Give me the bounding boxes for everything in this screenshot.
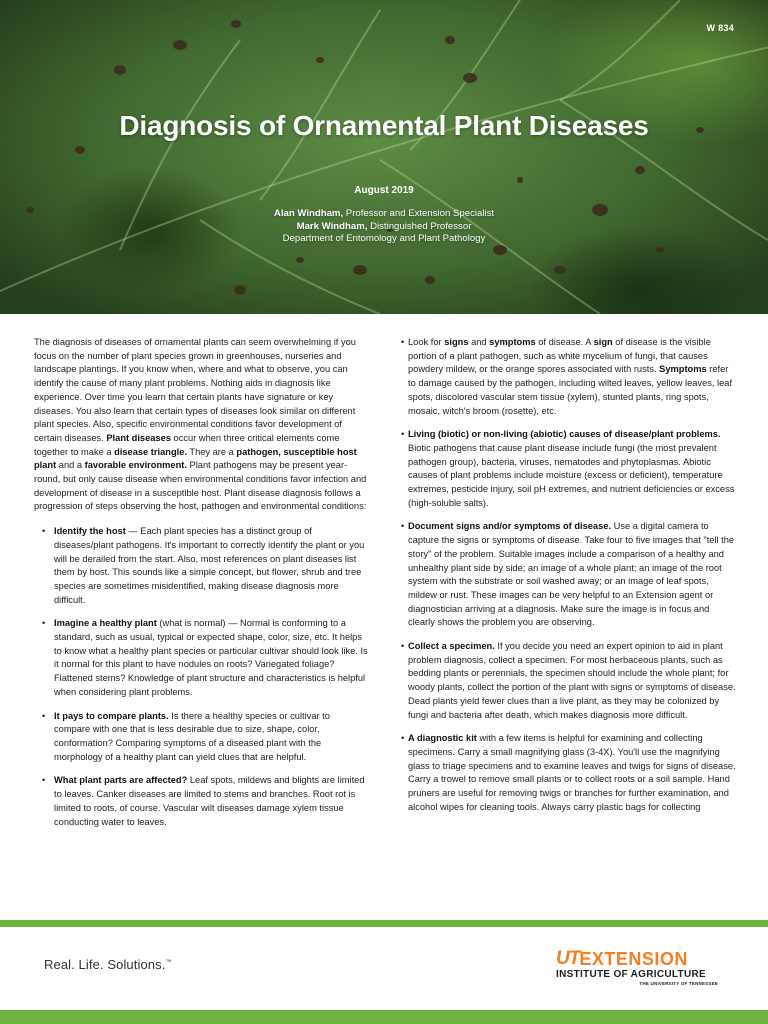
bullet-text: — Each plant species has a distinct group of diseases/plant pathogens. It's important to correctly identify the plant or you will be derailed from the start. Also, most references on plant diseases list them by host. This sounds like a simple concept, but flower, shrub and tree species are sometimes misidentified, making disease diagnosis more difficult. [54, 526, 365, 605]
left-column [34, 336, 368, 839]
logo-extension: EXTENSION [579, 949, 688, 969]
bullet-text: Leaf spots, mildews and blights are limited to leaves. Canker diseases are limited to stems and branches. Root rot is limited to roots, of course. Vascular wilt diseases damage xylem tissue conducting water to leaves. [54, 775, 365, 827]
author-line-2 [0, 221, 768, 234]
bold-text: sign [593, 337, 613, 347]
bullet-text: Is there a healthy species or cultivar to compare with one that is less desirable due to size, shape, color, conformation? Comparing symptoms of a diseased plant with the morphology of a healthy plant can yield clues that are helpful. [54, 710, 330, 762]
bold-text: Plant diseases [106, 432, 171, 443]
body-text: Look for [408, 337, 445, 347]
body-text: Use a digital camera to capture the signs or symptoms of disease. Take four to five images that "tell the story" of the problem. Suitable images include a comparison of a healthy and unhealthy plant side by side; an image of a whole plant; an image of the root system with the substrate or soil washed away; or an image of leaf spots, mildew or rust. These images can be very helpful to an Extension agent or diagnostician arriving at a diagnosis. Make sure the image is in focus and clearly shows the problem you are observing. [408, 521, 735, 628]
bullet-item [402, 640, 736, 722]
bullet-item [402, 428, 736, 510]
publication-code: W 834 [706, 23, 734, 33]
body-text: They are a [186, 446, 237, 457]
author2-role: Distinguished Professor [367, 220, 472, 232]
bold-text: signs [444, 337, 469, 347]
body-text: If you decide you need an expert opinion to aid in plant problem diagnosis, collect a specimen. For most herbaceous plants, such as bedding plants or perennials, the specimen should include the whole plant; for woody plants, collect the portion of the plant with signs or symptoms of disease. Dead plants yield fewer clues than a live plant, as they may be colonized by fungi and bacteria after death, which makes diagnosis more difficult. [408, 641, 736, 720]
leaf-illustration [0, 0, 768, 314]
tagline [44, 957, 172, 972]
bold-text: favorable environment. [84, 460, 187, 471]
author1-name: Alan Windham, [273, 208, 344, 219]
author1-role: Professor and Extension Specialist [343, 208, 495, 219]
bullet-item [42, 525, 368, 607]
logo-wordmark [556, 949, 688, 969]
bold-text: Collect a specimen. [408, 641, 495, 652]
bold-text: Symptoms [659, 364, 707, 375]
bullet-item [402, 520, 736, 630]
body-text: of disease is the visible portion of a plant pathogen, such as white mycelium of fungi, that causes powdery mildew, or the orange spores associated with rusts. [408, 337, 711, 375]
body-text: and [468, 337, 490, 347]
body-text: occur when three critical elements come together to make a [34, 432, 340, 457]
tagline-text: Real. Life. Solutions. [44, 957, 166, 972]
body-text: of disease. A [535, 337, 594, 347]
bold-text: A diagnostic kit [408, 733, 477, 744]
body-text: The diagnosis of diseases of ornamental plants can seem overwhelming if you focus on the number of plant species grown in greenhouses, nurseries and landscape plantings. If you know when, where and what to observe, you can identify the cause of many plant problems. Nothing aids in diagnosis like experience. Over time you learn that certain plants have signature or key diseases. You also learn that certain types of diseases look similar on different plant species. Also, specific environmental conditions favor development of certain diseases. [34, 337, 356, 443]
bullet-text: (what is normal) — Normal is conforming to a standard, such as usual, typical or expected shape, color, size, etc. It helps to know what a healthy plant species or particular cultivar should look like. Is it normal for this plant to have nodules on roots? Variegated foliage? Flattened stems? Knowledge of plant structure and characteristics is helpful when considering plant problems. [54, 618, 368, 697]
bullet-item [402, 336, 736, 418]
bullet-item [402, 732, 736, 814]
right-column [402, 336, 736, 825]
intro-paragraph [34, 336, 368, 514]
footer-divider [0, 920, 768, 927]
bold-text: pathogen, susceptible host plant [34, 446, 357, 471]
left-bullet-list [34, 525, 368, 829]
authors-block [0, 208, 768, 246]
bullet-item [42, 710, 368, 765]
right-bullet-list [402, 336, 736, 815]
publication-date: August 2019 [354, 185, 414, 196]
trademark: ™ [165, 959, 172, 966]
bold-text: symptoms [489, 337, 536, 347]
body-text: Biotic pathogens that cause plant disease include fungi (the most prevalent pathogen group), bacteria, viruses, nematodes and phytoplasmas. Abiotic causes of plant problems include moisture (excess or deficient), temperature extremes, pesticide injury, soil pH extremes, and nutrient deficiencies or excess (high-soluble salts). [408, 442, 735, 508]
body-text: Plant pathogens may be present year-round, but only cause disease when environmental conditions favor infection and development of disease in a susceptible host. Plant disease diagnosis follows a progression of steps observing the host, pathogen and environmental conditions: [34, 460, 367, 512]
logo-ut: UT [556, 948, 580, 969]
ut-extension-logo [556, 949, 726, 989]
bullet-heading: It pays to compare plants. [54, 710, 169, 721]
hero-banner [0, 0, 768, 314]
author2-name: Mark Windham, [296, 220, 368, 232]
body-text: with a few items is helpful for examining and collecting specimens. Carry a small magnifying glass (3-4X). You'll use the magnifying glass to triage specimens and to examine leaves and twigs for signs of disease. Carry a trowel to remove small plants or to collect roots or a soil sample. Hand pruners are useful for removing twigs or branches for further examination, and alcohol wipes for cleaning tools. Always carry plastic bags for collecting [408, 733, 736, 812]
bullet-heading: Identify the host [54, 526, 126, 537]
page-title: Diagnosis of Ornamental Plant Diseases [119, 110, 649, 141]
bullet-item [42, 774, 368, 829]
bullet-heading: What plant parts are affected? [54, 775, 188, 786]
logo-university: THE UNIVERSITY OF TENNESSEE [639, 981, 718, 986]
logo-institute: INSTITUTE OF AGRICULTURE [556, 969, 706, 980]
bullet-item [42, 617, 368, 699]
bold-text: Living (biotic) or non-living (abiotic) causes of disease/plant problems. [408, 429, 721, 440]
bold-text: disease triangle. [114, 446, 187, 457]
department: Department of Entomology and Plant Pathology [282, 233, 486, 244]
body-text: and a [56, 460, 85, 471]
footer-bottom-bar [0, 1010, 768, 1024]
author-line-1 [0, 208, 768, 221]
bold-text: Document signs and/or symptoms of disease. [408, 521, 612, 532]
body-text: refer to damage caused by the pathogen, including wilted leaves, yellow leaves, leaf spots, discolored vascular stem tissue (xylem), stunted plants, ring spots, mosaic, witch's broom (rosette), etc. [408, 364, 733, 416]
bullet-heading: Imagine a healthy plant [54, 618, 157, 629]
